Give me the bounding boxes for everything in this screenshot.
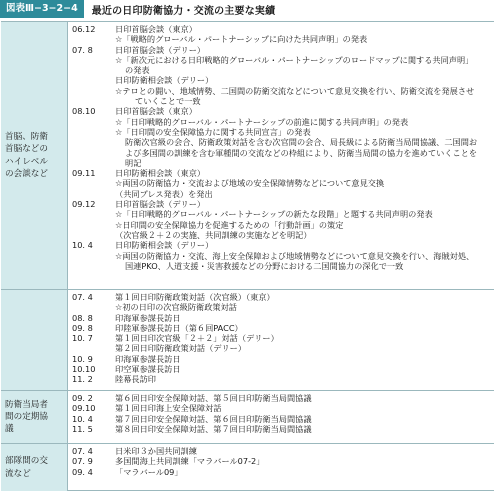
row-date [72,148,112,158]
row-text: 日印防衛相会談（デリー） [115,240,214,251]
row-date [72,34,112,44]
table-section [1,289,494,390]
row-text: ☆初の日印の次官級防衛政策対話 [115,302,237,313]
date-column [67,22,112,289]
row-date [72,96,112,106]
date-column [67,391,112,443]
row-text: の発表 [125,65,150,76]
table-section [1,443,494,491]
row-date: 07. 9 [72,456,93,467]
category-label: 防衛当局者 間の定期協 議 [5,399,48,435]
row-text: ☆「新次元における日印戦略的グローバル・パートナーシップのロードマップに関する共同声明」 [115,54,474,65]
row-date [72,158,112,168]
row-date [72,137,112,147]
row-date: 09.10 [72,403,96,414]
row-date: 11. 2 [72,374,93,385]
row-date: 08.10 [72,106,96,117]
row-text: 第１回日印次官級「２＋２」対話（デリー） [115,333,279,344]
row-text: 印海軍参謀長訪日 [115,353,181,364]
row-date [72,220,112,230]
content-column [112,290,494,390]
date-column [67,444,112,491]
category-cell [1,290,67,390]
row-text: 印海軍参謀長訪日 [115,312,181,323]
row-text: 日印首脳会談（東京） [115,24,197,34]
row-date: 09. 4 [72,466,93,477]
category-cell [1,391,67,443]
row-date [72,127,112,137]
row-date [72,261,112,271]
row-text: 陸幕長訪印 [115,374,156,385]
row-date [72,251,112,261]
row-text: 第２回日印防衛政策対話（デリー） [115,343,247,354]
row-date [72,65,112,75]
row-text: 日印首脳会談（デリー） [115,199,206,210]
row-date [72,230,112,240]
row-date: 08. 8 [72,312,93,323]
date-column [67,290,112,390]
row-text: ☆「日印戦略的グローバル・パートナーシップの新たな段階」と題する共同声明の発表 [115,209,433,220]
row-text: 防衛次官級の会合、防衛政策対話を含む次官間の会合、局長級による防衛当局間協議、二国間お [125,137,478,148]
row-date: 10.10 [72,364,96,375]
row-text: （共同プレス発表）を発出 [115,188,213,199]
row-date: 07. 4 [72,292,93,302]
row-date: 07. 8 [72,44,93,55]
content-column [112,22,494,289]
category-cell [1,444,67,491]
row-date: 10. 4 [72,240,93,251]
row-text: ☆「戦略的グローバル・パートナーシップに向けた共同声明」の発表 [115,34,368,45]
row-text: 第６回日印安全保障対話、第５回日印防衛当局間協議 [115,393,312,403]
row-text: 日印首脳会談（東京） [115,106,197,117]
row-date: 07. 4 [72,446,93,456]
row-text: 第８回日印安全保障対話、第７回日印防衛当局間協議 [115,423,312,434]
row-text: 印陸軍参謀長訪日（第６回PACC） [115,322,243,333]
row-text: 「マラバール09」 [115,466,183,477]
table-section [1,22,494,289]
row-date: 11. 5 [72,423,93,434]
row-text: 日印防衛相会談（東京） [115,168,206,179]
row-text: ☆「日印間の安全保障協力に関する共同宣言」の発表 [115,126,311,137]
row-date [72,75,112,85]
row-text: 第７回日印安全保障対話、第６回日印防衛当局間協議 [115,413,312,424]
row-text: ていくことで一致 [135,96,201,107]
row-text: よび多国間の訓練を含む軍種間の交流などの枠組により、防衛当局間の協力を進めていくことを [125,147,478,158]
row-text: （次官級２＋２の実施、共同訓練の実施などを明記） [115,229,312,240]
content-column [112,444,494,491]
row-text: ☆「日印戦略的グローバル・パートナーシップの前進に関する共同声明」の発表 [115,116,409,127]
row-text: 印空軍参謀長訪日 [115,364,181,375]
row-date: 09. 8 [72,322,93,333]
row-date [72,302,112,312]
row-text: ☆両国の防衛協力・交流、海上安全保障および地域情勢などについて意見交換を行い、海賊対処、 [115,250,475,261]
row-date: 06.12 [72,24,96,34]
row-date: 09.12 [72,199,96,210]
row-date [72,178,112,188]
row-text: 国連PKO、人道支援・災害救援などの分野における二国間協力の深化で一致 [125,260,404,271]
row-text: 日米印３か国共同訓練 [115,446,197,456]
row-text: ☆テロとの闘い、地域情勢、二国間の防衛交流などについて意見交換を行い、防衛交流を発展させ [115,85,475,96]
row-date [72,189,112,199]
row-text: 明記 [125,157,142,168]
figure-label: 図表Ⅲ−3−2−4 [0,0,84,18]
row-date: 10. 4 [72,413,93,424]
row-date: 10. 7 [72,333,93,344]
row-date [72,117,112,127]
row-text: 多国間海上共同訓練「マラバール07-2」 [115,456,265,467]
row-date [72,343,112,353]
figure-header [0,0,496,18]
row-text: ☆日印間の安全保障協力を促進するための「行動計画」の策定 [115,219,344,230]
row-date [72,209,112,219]
row-date [72,86,112,96]
row-text: 第１回日印防衛政策対話（次官級）（東京） [115,292,275,302]
category-cell [1,22,67,289]
category-label: 部隊間の交 流など [5,456,48,479]
content-column [112,391,494,443]
table-section [1,390,494,443]
row-text: ☆両国の防衛協力・交流および地域の安全保障情勢などについて意見交換 [115,178,385,189]
row-date [72,55,112,65]
row-date: 09.11 [72,168,96,179]
figure-title: 最近の日印防衛協力・交流の主要な実績 [91,5,276,17]
category-label: 首脳、防衛 首脳などの ハイレベル の会談など [5,132,48,179]
row-text: 日印首脳会談（デリー） [115,44,206,55]
record-table [1,21,494,491]
row-text: 第１回日印海上安全保障対話 [115,403,222,414]
row-text: 日印防衛相会談（デリー） [115,75,214,86]
row-date: 10. 9 [72,353,93,364]
row-date: 09. 2 [72,393,93,403]
